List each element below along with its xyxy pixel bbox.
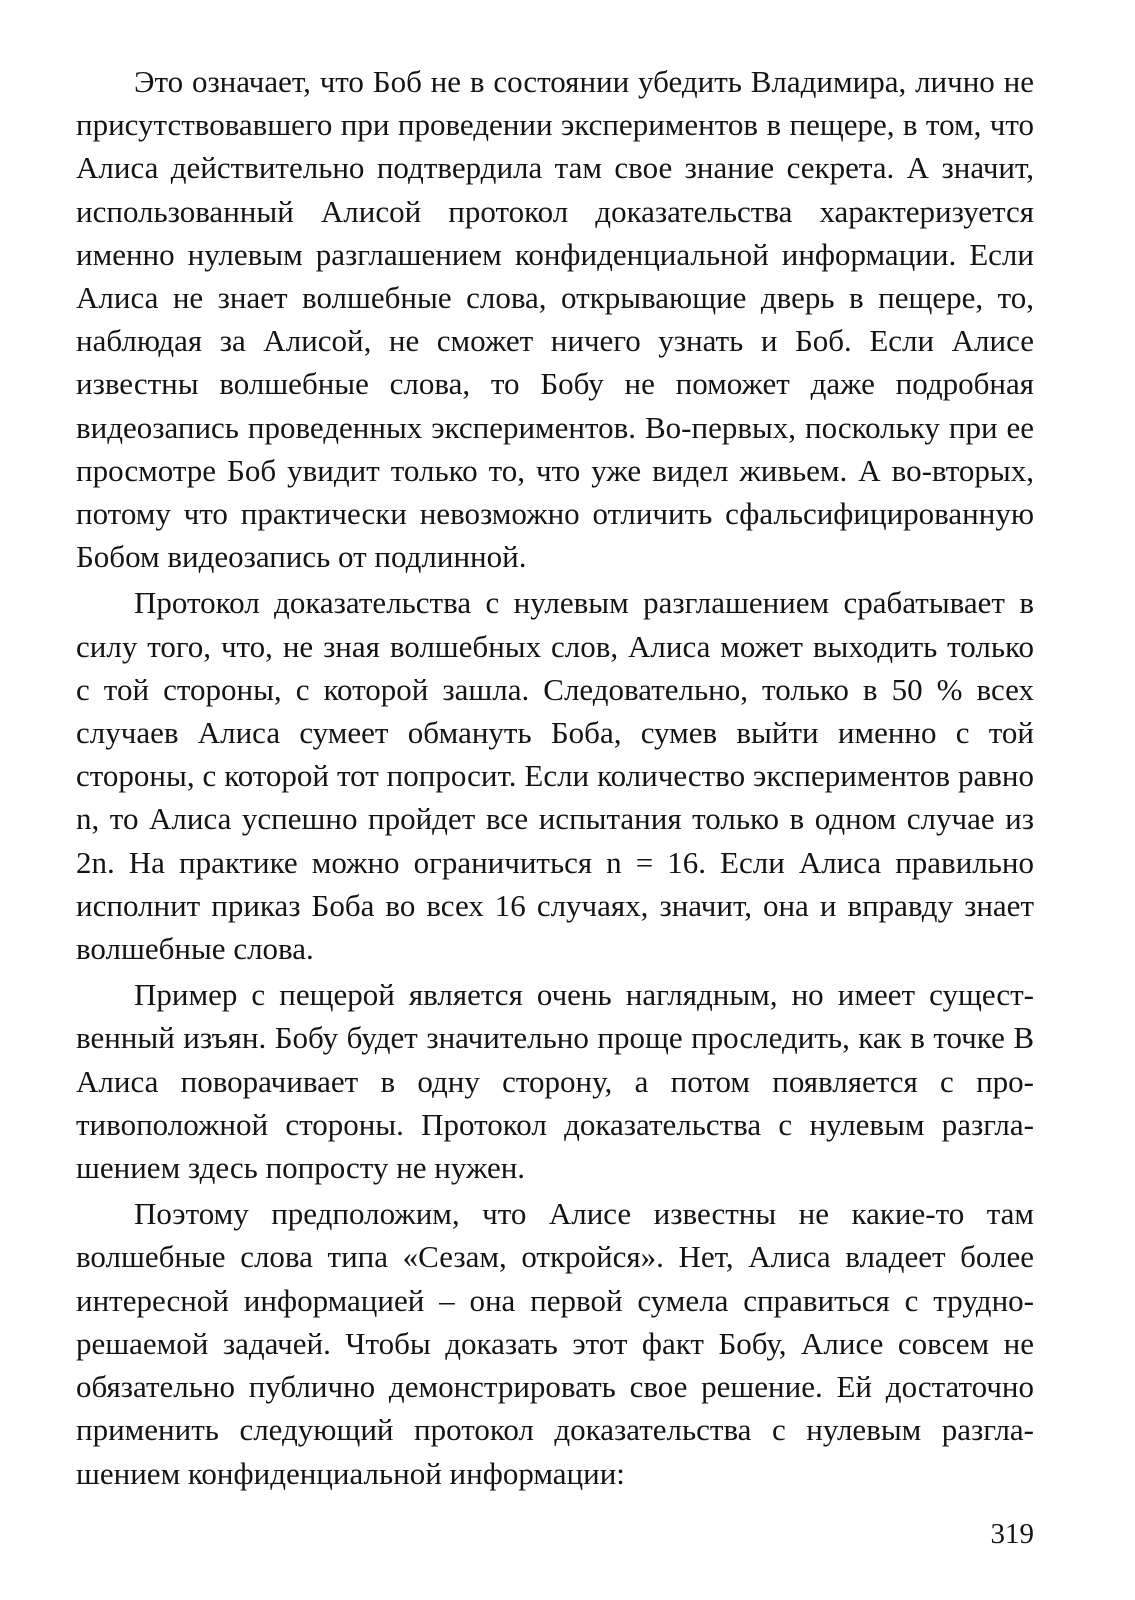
page-number: 319: [990, 1518, 1034, 1550]
paragraph-1: Это означает, что Боб не в состоянии убедить Владимира, лично не присутствовавшего при проведении экспериментов в пещере, в том, что Алиса действительно подтвердила там свое знание секрета. А значит, использованный Алисой протокол доказательства характеризуется именно нулевым разглашением конфиденциальной информации. Если Алиса не знает волшебные слова, открывающие дверь в пещере, то, наблюдая за Алисой, не сможет ничего узнать и Боб. Если Алисе известны волшебные слова, то Бобу не поможет даже подробная видеозапись проведенных экспериментов. Во-первых, поскольку при ее просмотре Боб увидит только то, что уже видел живьем. А во-вторых, потому что практически невозможно отличить сфальсифицированную Бобом видеозапись от подлинной.: [76, 64, 1034, 575]
paragraph-4: Поэтому предположим, что Алисе известны не какие-то там волшебные слова типа «Сезам, откройся». Нет, Алиса владеет более интересной информацией – она первой сумела справиться с труднорешаемой задачей. Чтобы доказать этот факт Бобу, Алисе совсем не обязательно публично демонстрировать свое решение. Ей достаточно применить следующий протокол доказательства с нулевым разглашением конфиденциальной информации:: [76, 1196, 1034, 1491]
paragraph-2: Протокол доказательства с нулевым разглашением срабатывает в силу того, что, не зная волшебных слов, Алиса может выходить только с той стороны, с которой зашла. Следовательно, только в 50 % всех случаев Алиса сумеет обмануть Боба, сумев выйти именно с той стороны, с которой тот попросит. Если количество экспериментов равно n, то Алиса успешно пройдет все испытания только в одном случае из 2n. На практике можно ограничиться n = 16. Если Алиса правильно исполнит приказ Боба во всех 16 случаях, значит, она и вправду знает волшебные слова.: [76, 585, 1034, 967]
paragraph-3: Пример с пещерой является очень наглядным, но имеет существенный изъян. Бобу будет значительно проще проследить, как в точке B Алиса поворачивает в одну сторону, а потом появляется с противоположной стороны. Протокол доказательства с нулевым разглашением здесь попросту не нужен.: [76, 977, 1034, 1186]
body-text: [76, 60, 1034, 1498]
